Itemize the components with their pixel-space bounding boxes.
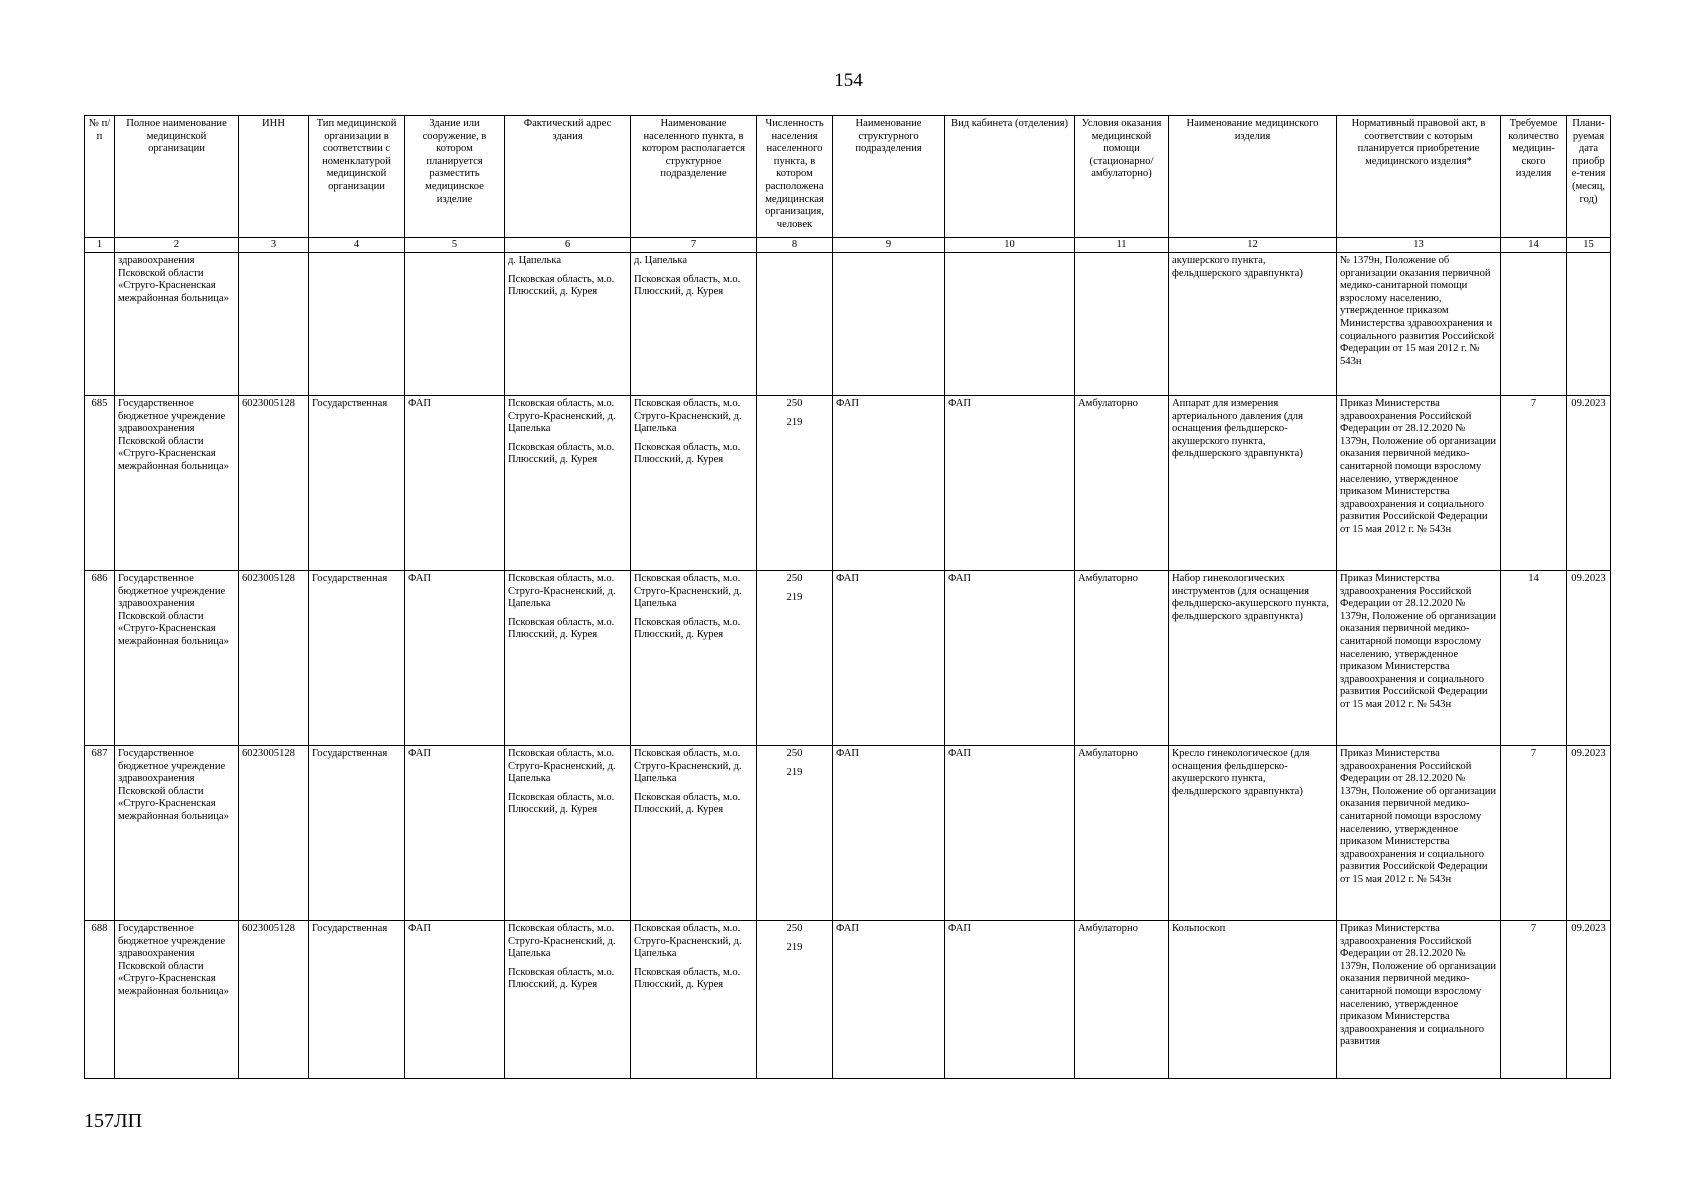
column-header: Условия оказания медицинской помощи (стационарно/ амбулаторно) [1075,116,1169,238]
column-header: Фактический адрес здания [505,116,631,238]
column-number: 13 [1337,238,1501,253]
cell-conditions: Амбулаторно [1075,571,1169,746]
cell-locality [631,253,757,396]
address-line: Псковская область, м.о. Стругo-Красненский, д. Цапелька [508,398,616,435]
column-number: 11 [1075,238,1169,253]
cell-building: ФАП [405,396,505,571]
cell-address [505,746,631,921]
cell-building: ФАП [405,921,505,1079]
cell-qty [1501,253,1567,396]
column-header: Наименование населенного пункта, в котором располагается структурное подразделение [631,116,757,238]
cell-population [757,746,833,921]
locality-line: Псковская область, м.о. Стругo-Красненский, д. Цапелька [634,923,742,960]
cell-qty: 7 [1501,746,1567,921]
column-number: 10 [945,238,1075,253]
population-value: 250 [786,923,803,934]
column-number: 7 [631,238,757,253]
cell-type: Государственная [309,746,405,921]
locality-line: Псковская область, м.о. Плюсский, д. Курея [634,273,741,298]
cell-type [309,253,405,396]
cell-locality [631,921,757,1079]
cell-unit: ФАП [833,571,945,746]
cell-population [757,571,833,746]
cell-inn: 6023005128 [239,571,309,746]
population-value: 250 [786,398,803,409]
column-number: 8 [757,238,833,253]
cell-org: Государственное бюджетное учреждение здравоохранения Псковской области «Стругo-Красненская межрайонная больница» [115,571,239,746]
cell-cabinet [945,253,1075,396]
cell-locality [631,396,757,571]
address-line: Псковская область, м.о. Стругo-Красненский, д. Цапелька [508,573,616,610]
cell-conditions [1075,253,1169,396]
population-value: 250 [786,748,803,759]
cell-date: 09.2023 [1567,396,1611,571]
cell-unit: ФАП [833,921,945,1079]
cell-locality [631,571,757,746]
page-number: 154 [834,70,863,91]
population-value: 219 [786,416,803,428]
column-header: ИНН [239,116,309,238]
column-header: Полное наименование медицинской организации [115,116,239,238]
column-header: Здание или сооружение, в котором планируется разместить медицинское изделие [405,116,505,238]
cell-org: Государственное бюджетное учреждение здравоохранения Псковской области «Стругo-Красненская межрайонная больница» [115,396,239,571]
cell-building [405,253,505,396]
cell-act: Приказ Министерства здравоохранения Российской Федерации от 28.12.2020 № 1379н, Положение об организации оказания первичной медико-санитарной помощи взрослому населению, утвержденное приказом Министерства здравоохранения и социального развития Российской Федерации от 15 мая 2012 г. № 543н [1337,396,1501,571]
cell-num: 687 [85,746,115,921]
column-number: 6 [505,238,631,253]
population-value: 250 [786,573,803,584]
cell-address [505,921,631,1079]
cell-building: ФАП [405,746,505,921]
cell-type: Государственная [309,921,405,1079]
cell-address [505,571,631,746]
column-number: 9 [833,238,945,253]
cell-act: Приказ Министерства здравоохранения Российской Федерации от 28.12.2020 № 1379н, Положение об организации оказания первичной медико-санитарной помощи взрослому населению, утвержденное приказом Министерства здравоохранения и социального развития Российской Федерации от 15 мая 2012 г. № 543н [1337,571,1501,746]
cell-num [85,253,115,396]
column-number: 14 [1501,238,1567,253]
address-line: Псковская область, м.о. Плюсский, д. Курея [508,616,615,641]
cell-device: Кресло гинекологическое (для оснащения фельдшерско-акушерского пункта, фельдшерского здравпункта) [1169,746,1337,921]
cell-type: Государственная [309,396,405,571]
cell-inn: 6023005128 [239,396,309,571]
column-header: Численность населения населенного пункта, в котором расположена медицинская организация, человек [757,116,833,238]
cell-cabinet: ФАП [945,396,1075,571]
cell-qty: 14 [1501,571,1567,746]
column-header: Вид кабинета (отделения) [945,116,1075,238]
column-number: 1 [85,238,115,253]
population-value: 219 [786,766,803,778]
cell-num: 688 [85,921,115,1079]
cell-num: 685 [85,396,115,571]
address-line: д. Цапелька [508,255,562,266]
column-number: 4 [309,238,405,253]
cell-date: 09.2023 [1567,746,1611,921]
cell-org: Государственное бюджетное учреждение здравоохранения Псковской области «Стругo-Красненская межрайонная больница» [115,921,239,1079]
population-value: 219 [786,941,803,953]
cell-conditions: Амбулаторно [1075,746,1169,921]
cell-device: акушерского пункта, фельдшерского здравпункта) [1169,253,1337,396]
cell-address [505,253,631,396]
address-line: Псковская область, м.о. Плюсский, д. Курея [508,273,615,298]
cell-conditions: Амбулаторно [1075,921,1169,1079]
column-header: Наименование медицинского изделия [1169,116,1337,238]
cell-unit: ФАП [833,396,945,571]
equipment-table [84,115,1611,1079]
column-header: Требуемое количество медицин-ского изделия [1501,116,1567,238]
table-row [85,396,1611,571]
cell-org: Государственное бюджетное учреждение здравоохранения Псковской области «Стругo-Красненская межрайонная больница» [115,746,239,921]
table-row [85,746,1611,921]
address-line: Псковская область, м.о. Плюсский, д. Курея [508,966,615,991]
column-number: 3 [239,238,309,253]
address-line: Псковская область, м.о. Стругo-Красненский, д. Цапелька [508,748,616,785]
cell-unit: ФАП [833,746,945,921]
column-header: Нормативный правовой акт, в соответствии с которым планируется приобретение медицинского изделия* [1337,116,1501,238]
column-header: Тип медицинской организации в соответствии с номенклатурой медицинской организации [309,116,405,238]
column-number-row [85,238,1611,253]
cell-act: Приказ Министерства здравоохранения Российской Федерации от 28.12.2020 № 1379н, Положение об организации оказания первичной медико-санитарной помощи взрослому населению, утвержденное приказом Министерства здравоохранения и социального развития [1337,921,1501,1079]
table-row [85,921,1611,1079]
address-line: Псковская область, м.о. Плюсский, д. Курея [508,791,615,816]
cell-inn: 6023005128 [239,921,309,1079]
locality-line: Псковская область, м.о. Стругo-Красненский, д. Цапелька [634,573,742,610]
cell-address [505,396,631,571]
address-line: Псковская область, м.о. Плюсский, д. Курея [508,441,615,466]
cell-act: Приказ Министерства здравоохранения Российской Федерации от 28.12.2020 № 1379н, Положение об организации оказания первичной медико-санитарной помощи взрослому населению, утвержденное приказом Министерства здравоохранения и социального развития Российской Федерации от 15 мая 2012 г. № 543н [1337,746,1501,921]
locality-line: Псковская область, м.о. Плюсский, д. Курея [634,616,741,641]
column-header: Плани-руемая дата приобре-тения (месяц, год) [1567,116,1611,238]
cell-cabinet: ФАП [945,571,1075,746]
document-code: 157ЛП [84,1110,143,1132]
cell-cabinet: ФАП [945,921,1075,1079]
population-value: 219 [786,591,803,603]
locality-line: д. Цапелька [634,255,688,266]
header-row [85,116,1611,238]
cell-unit [833,253,945,396]
cell-locality [631,746,757,921]
cell-device: Аппарат для измерения артериального давления (для оснащения фельдшерско-акушерского пункта, фельдшерского здравпункта) [1169,396,1337,571]
cell-population [757,253,833,396]
cell-qty: 7 [1501,921,1567,1079]
cell-act: № 1379н, Положение об организации оказания первичной медико-санитарной помощи взрослому населению, утвержденное приказом Министерства здравоохранения и социального развития Российской Федерации от 15 мая 2012 г. № 543н [1337,253,1501,396]
cell-device: Набор гинекологических инструментов (для оснащения фельдшерско-акушерского пункта, фельдшерского здравпункта) [1169,571,1337,746]
column-header: Наименование структурного подразделения [833,116,945,238]
column-header: № п/п [85,116,115,238]
cell-qty: 7 [1501,396,1567,571]
locality-line: Псковская область, м.о. Плюсский, д. Курея [634,791,741,816]
column-number: 12 [1169,238,1337,253]
cell-device: Кольпоскоп [1169,921,1337,1079]
cell-type: Государственная [309,571,405,746]
cell-date [1567,253,1611,396]
cell-conditions: Амбулаторно [1075,396,1169,571]
cell-population [757,396,833,571]
locality-line: Псковская область, м.о. Плюсский, д. Курея [634,966,741,991]
cell-date: 09.2023 [1567,921,1611,1079]
cell-cabinet: ФАП [945,746,1075,921]
cell-num: 686 [85,571,115,746]
column-number: 5 [405,238,505,253]
cell-building: ФАП [405,571,505,746]
cell-org: здравоохранения Псковской области «Стругo-Красненская межрайонная больница» [115,253,239,396]
cell-date: 09.2023 [1567,571,1611,746]
column-number: 2 [115,238,239,253]
locality-line: Псковская область, м.о. Стругo-Красненский, д. Цапелька [634,748,742,785]
cell-inn [239,253,309,396]
locality-line: Псковская область, м.о. Стругo-Красненский, д. Цапелька [634,398,742,435]
column-number: 15 [1567,238,1611,253]
table-row [85,571,1611,746]
address-line: Псковская область, м.о. Стругo-Красненский, д. Цапелька [508,923,616,960]
cell-inn: 6023005128 [239,746,309,921]
table-row-continuation [85,253,1611,396]
cell-population [757,921,833,1079]
locality-line: Псковская область, м.о. Плюсский, д. Курея [634,441,741,466]
